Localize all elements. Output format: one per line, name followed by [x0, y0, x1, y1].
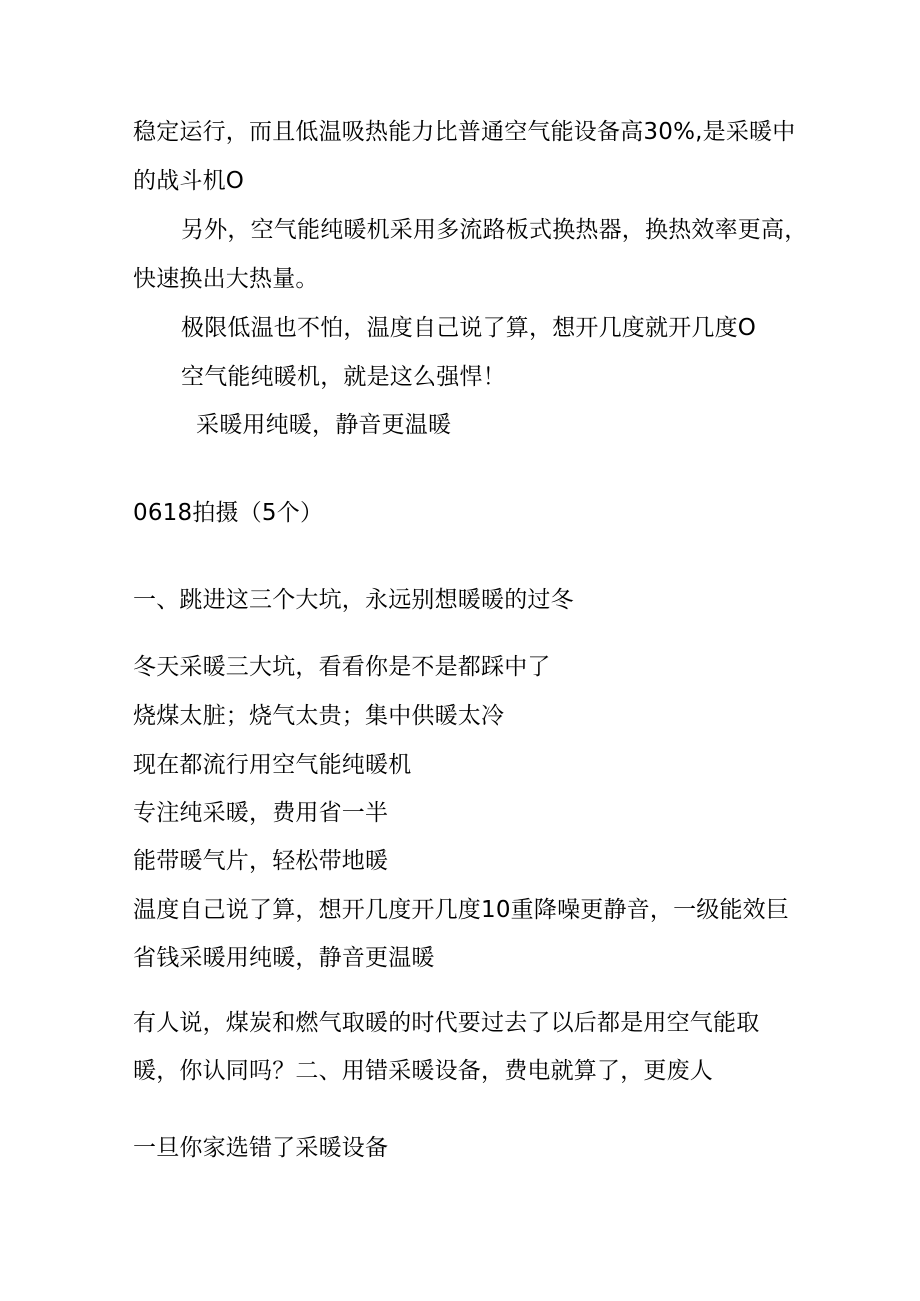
paragraph-2-line-1: 另外，空气能纯暖机采用多流路板式换热器，换热效率更高， [181, 217, 808, 243]
paragraph-2-line-2: 快速换出大热量。 [133, 266, 319, 292]
paragraph-3: 极限低温也不怕，温度自己说了算，想开几度就开几度O [181, 315, 757, 341]
slogan-line: 采暖用纯暖，静音更温暖 [196, 412, 452, 438]
heading-1: 一、跳进这三个大坑，永远别想暖暖的过冬 [133, 587, 574, 613]
paragraph-4: 空气能纯暖机，就是这么强悍！ [181, 364, 506, 390]
paragraph-5-line-2: 暖，你认同吗？二、用错采暖设备，费电就算了，更废人 [133, 1058, 713, 1084]
list-item: 省钱采暖用纯暖，静音更温暖 [133, 945, 435, 971]
list-item: 冬天采暖三大坑，看看你是不是都踩中了 [133, 654, 551, 680]
list-item: 现在都流行用空气能纯暖机 [133, 752, 412, 778]
list-item: 温度自己说了算，想开几度开几度10重降噪更静音，一级能效巨 [133, 897, 790, 923]
paragraph-5-line-1: 有人说，煤炭和燃气取暖的时代要过去了以后都是用空气能取 [133, 1010, 760, 1036]
list-item: 烧煤太脏；烧气太贵；集中供暖太冷 [133, 703, 505, 729]
paragraph-1-line-2: 的战斗机O [133, 168, 245, 194]
section-shoot-title: 0618拍摄（5个） [133, 500, 324, 526]
list-item: 能带暖气片，轻松带地暖 [133, 848, 389, 874]
list-item: 专注纯采暖，费用省一半 [133, 800, 389, 826]
paragraph-1-line-1: 稳定运行，而且低温吸热能力比普通空气能设备高30%,是采暖中 [133, 119, 796, 145]
paragraph-6: 一旦你家选错了采暖设备 [133, 1135, 389, 1161]
